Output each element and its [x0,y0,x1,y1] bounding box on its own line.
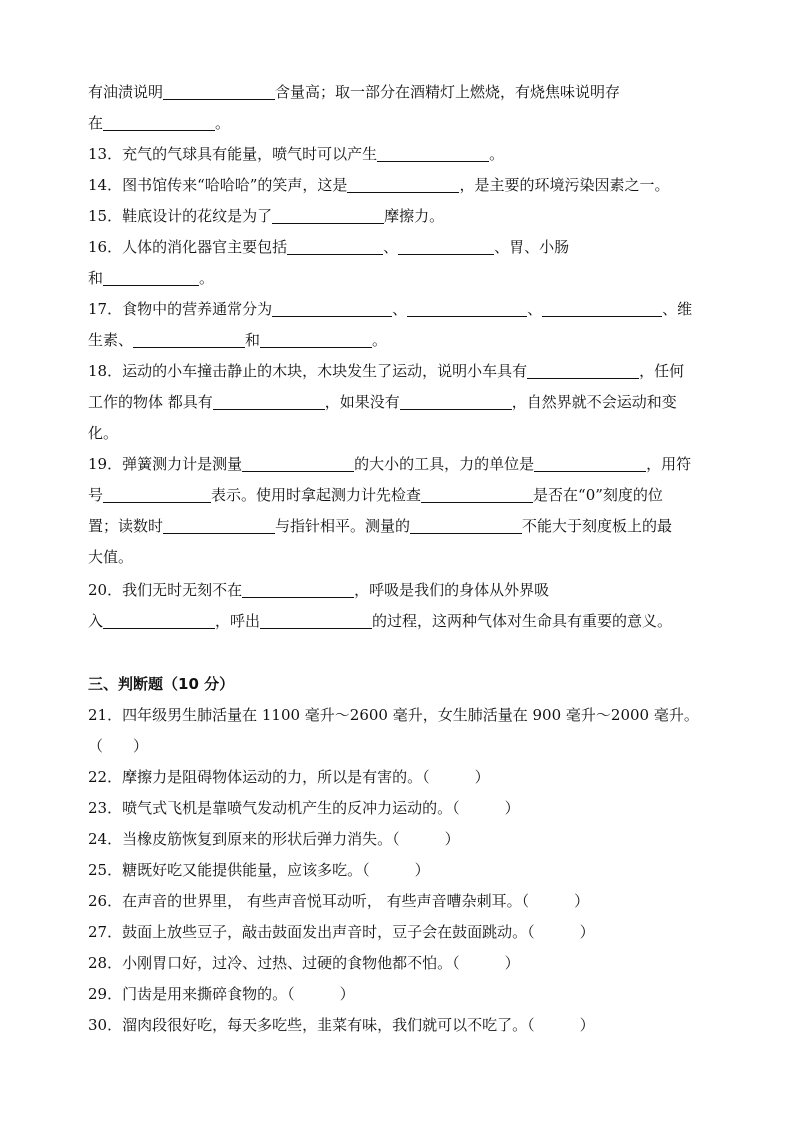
answer-blank[interactable] [260,329,372,348]
answer-blank[interactable] [398,236,494,255]
answer-blank[interactable] [163,515,275,534]
question-27[interactable]: 27．鼓面上放些豆子，敲击鼓面发出声音时，豆子会在鼓面跳动。（ ） [88,923,595,941]
question-29[interactable]: 29．门齿是用来撕碎食物的。（ ） [88,985,355,1003]
text: ，呼吸是我们的身体从外界吸 [354,581,550,599]
text: ，用符 [646,455,692,473]
text: 17．食物中的营养通常分为 [88,300,273,318]
question-14 [88,172,669,198]
answer-blank[interactable] [133,329,245,348]
answer-blank[interactable] [287,236,383,255]
text: 与指针相平。测量的 [275,517,411,535]
question-22[interactable]: 22．摩擦力是阻碍物体运动的力，所以是有害的。（ ） [88,768,490,786]
text: 和 [88,269,104,287]
text: 19．弹簧测力计是测量 [88,455,243,473]
text: 、 [527,300,543,318]
question-16-line-1 [88,234,569,260]
answer-blank[interactable] [103,610,215,629]
text: 号 [88,486,104,504]
question-18-line-2 [88,389,677,415]
question-21-line-2[interactable]: （ ） [88,737,149,755]
question-20-line-1 [88,577,549,603]
text: 不能大于刻度板上的最 [522,517,673,535]
answer-blank[interactable] [103,484,211,503]
text: 、 [383,238,399,256]
text: ，呼出 [215,612,261,630]
question-12-line-1 [88,79,620,105]
text: ，如果没有 [324,393,400,411]
question-25[interactable]: 25．糖既好吃又能提供能量，应该多吃。（ ） [88,861,430,879]
text: ，任何 [639,362,685,380]
question-18-line-1 [88,358,684,384]
text: ，自然界就不会运动和变 [511,393,677,411]
text: 14．图书馆传来“哈哈哈”的笑声，这是 [88,176,348,194]
text: 的过程，这两种气体对生命具有重要的意义。 [372,612,673,630]
text: 化。 [88,424,119,442]
text: 15．鞋底设计的花纹是为了 [88,207,273,225]
question-21-line-1: 21．四年级男生肺活量在 1100 毫升～2600 毫升，女生肺活量在 900 毫升～2000 毫升。 [88,706,699,724]
question-13 [88,141,504,167]
answer-blank[interactable] [410,515,522,534]
answer-blank[interactable] [400,391,512,410]
text: 的大小的工具，力的单位是 [354,455,535,473]
text: 和 [245,331,261,349]
answer-blank[interactable] [527,360,639,379]
question-12-line-2 [88,110,230,136]
answer-blank[interactable] [103,112,215,131]
answer-blank[interactable] [103,267,199,286]
answer-blank[interactable] [377,143,489,162]
text: 13．充气的气球具有能量，喷气时可以产生 [88,145,378,163]
answer-blank[interactable] [272,298,392,317]
text: 是否在“0”刻度的位 [533,486,663,504]
text: 有油渍说明 [88,83,164,101]
section-heading: 三、判断题（10 分） [88,675,235,693]
question-19-line-2 [88,482,663,508]
question-19-line-1 [88,451,691,477]
question-16-line-2 [88,265,214,291]
answer-blank[interactable] [213,391,325,410]
text: 入 [88,612,104,630]
question-30[interactable]: 30．溜肉段很好吃，每天多吃些，韭菜有味，我们就可以不吃了。（ ） [88,1016,595,1034]
question-28[interactable]: 28．小刚胃口好，过冷、过热、过硬的食物他都不怕。（ ） [88,954,520,972]
answer-blank[interactable] [272,205,384,224]
text: 、胃、小肠 [494,238,570,256]
text: 表示。使用时拿起测力计先检查 [211,486,422,504]
question-17-line-2 [88,327,387,353]
question-15 [88,203,444,229]
text: 生素、 [88,331,134,349]
text: 、 [392,300,408,318]
text: 20．我们无时无刻不在 [88,581,243,599]
question-23[interactable]: 23．喷气式飞机是靠喷气发动机产生的反冲力运动的。（ ） [88,799,520,817]
question-17-line-1 [88,296,692,322]
question-26[interactable]: 26．在声音的世界里， 有些声音悦耳动听， 有些声音嘈杂刺耳。（ ） [88,892,590,910]
text: 18．运动的小车撞击静止的木块，木块发生了运动，说明小车具有 [88,362,528,380]
question-19-line-3 [88,513,672,539]
answer-blank[interactable] [242,453,354,472]
question-19-line-4 [88,544,133,570]
text: 、维 [662,300,693,318]
text: 大值。 [88,548,134,566]
answer-blank[interactable] [347,174,459,193]
answer-blank[interactable] [542,298,662,317]
text: 置；读数时 [88,517,164,535]
answer-blank[interactable] [421,484,533,503]
answer-blank[interactable] [260,610,372,629]
text: 摩擦力。 [384,207,445,225]
text: 工作的物体 都具有 [88,393,213,411]
text: 。 [199,269,215,287]
text: 。 [489,145,505,163]
text: 。 [372,331,388,349]
text: ，是主要的环境污染因素之一。 [459,176,670,194]
answer-blank[interactable] [163,81,275,100]
question-18-line-3 [88,420,118,446]
text: 含量高；取一部分在酒精灯上燃烧，有烧焦味说明存 [275,83,621,101]
text: 16．人体的消化器官主要包括 [88,238,288,256]
answer-blank[interactable] [407,298,527,317]
answer-blank[interactable] [242,579,354,598]
answer-blank[interactable] [534,453,646,472]
text: 。 [215,114,231,132]
question-20-line-2 [88,608,672,634]
text: 在 [88,114,104,132]
question-24[interactable]: 24．当橡皮筋恢复到原来的形状后弹力消失。（ ） [88,830,460,848]
